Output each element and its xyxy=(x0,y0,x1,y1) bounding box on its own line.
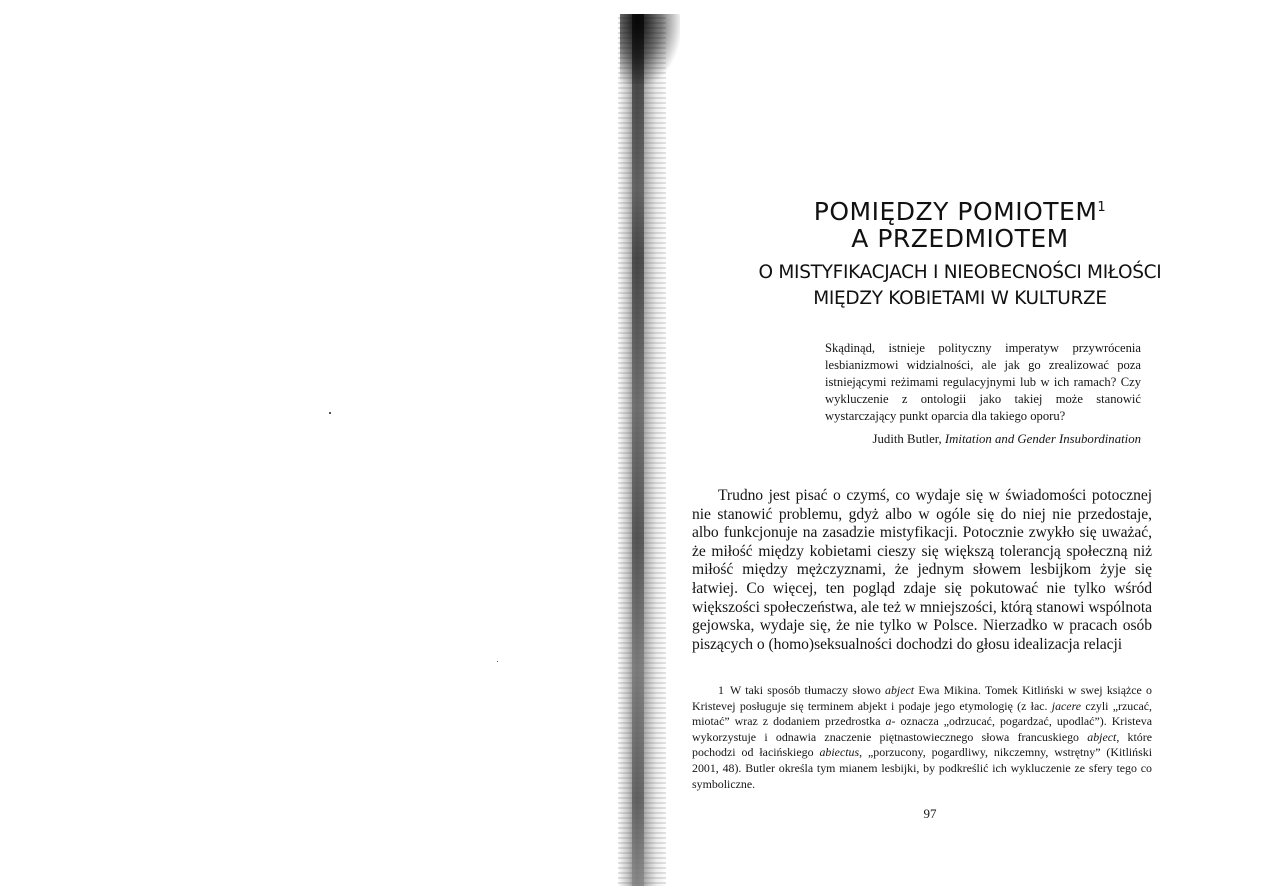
title-footnote-ref[interactable]: 1 xyxy=(1097,200,1107,215)
subtitle-line-2: MIĘDZY KOBIETAMI W KULTURZE xyxy=(813,288,1107,309)
epigraph xyxy=(825,340,1141,425)
title-line-1: POMIĘDZY POMIOTEM xyxy=(813,197,1098,226)
left-blank-page xyxy=(0,0,620,894)
footnote xyxy=(692,683,1152,792)
footnote-italic: abject xyxy=(885,683,915,697)
gutter-top-shadow xyxy=(620,14,680,84)
epigraph-text: Skądinąd, istnieje polityczny imperatyw przywrócenia lesbianizmowi widzialności, ale jak go zrealizować poza istniejącymi reżimami regulacyjnymi lub w ich ramach? Czy wykluczenie z ontologii jako takiej może stanowić wystarczający punkt oparcia dla takiego oporu? xyxy=(825,341,1141,423)
footnote-text: oznacza „odrzucać, pogardzać, upodlać”). Kristeva wykorzystuje i odnawia znaczenie piętnastowiecznego słowa francuskiego xyxy=(692,714,1152,744)
title-line-2: A PRZEDMIOTEM xyxy=(851,224,1069,253)
right-page xyxy=(680,0,1262,894)
footnote-italic: abiectus xyxy=(819,745,860,760)
footnote-text: W taki sposób tłumaczy słowo xyxy=(729,683,886,697)
subtitle-line-1: O MISTYFIKACJACH I NIEOBECNOŚCI MIŁOŚCI xyxy=(758,262,1162,283)
chapter-title xyxy=(770,198,1150,252)
footnote-text: Ewa Mikina. Tomek Kitliński w swej książce o Kristevej posługuje się terminem abjekt i podaje jego etymologię (z łac. xyxy=(692,683,1152,713)
footnote-text: , „porzucony, pogardliwy, nikczemny, wstrętny” (Kitliński 2001, 48). Butler określa tym mianem lesbijki, by podkreślić ich wykluczenie ze sfery tego co symboliczne. xyxy=(692,745,1152,791)
footnote-italic: jacere xyxy=(1051,698,1082,713)
footnote-italic: a- xyxy=(885,714,896,729)
book-spine-shadow xyxy=(632,14,644,886)
chapter-subtitle xyxy=(710,260,1210,312)
body-paragraph: Trudno jest pisać o czymś, co wydaje się w świadomości potocznej nie stanowić problemu, gdyż albo w ogóle się do niej nie przedostaje, albo funkcjonuje na zasadzie mistyfikacji. Potocznie zwykło się uważać, że miłość między kobietami cieszy się większą tolerancją społeczną niż miłość między mężczyznami, że jednym słowem lesbijkom żyje się łatwiej. Co więcej, ten pogląd zdaje się pokutować nie tylko wśród większości społeczeństwa, ale też w mniejszości, którą stanowi wspólnota gejowska, wydaje się, że nie tylko w Polsce. Nierzadko w pracach osób piszących o (homo)seksualności dochodzi do głosu idealizacja relacji xyxy=(692,487,1152,653)
footnote-italic: abject xyxy=(1087,729,1117,744)
page-number: 97 xyxy=(923,806,937,821)
epigraph-attribution xyxy=(825,431,1141,448)
epigraph-author: Judith Butler, xyxy=(872,432,945,446)
scan-speck xyxy=(497,661,498,662)
footnote-number: 1 xyxy=(718,683,724,697)
body-text xyxy=(692,487,1152,654)
epigraph-work-title: Imitation and Gender Insubordination xyxy=(944,432,1141,446)
footnote-text: czyli „rzucać, miotać” wraz z dodaniem przedrostka xyxy=(692,698,1152,729)
footnote-text: , które pochodzi od łacińskiego xyxy=(692,729,1152,760)
scan-speck xyxy=(329,412,331,414)
